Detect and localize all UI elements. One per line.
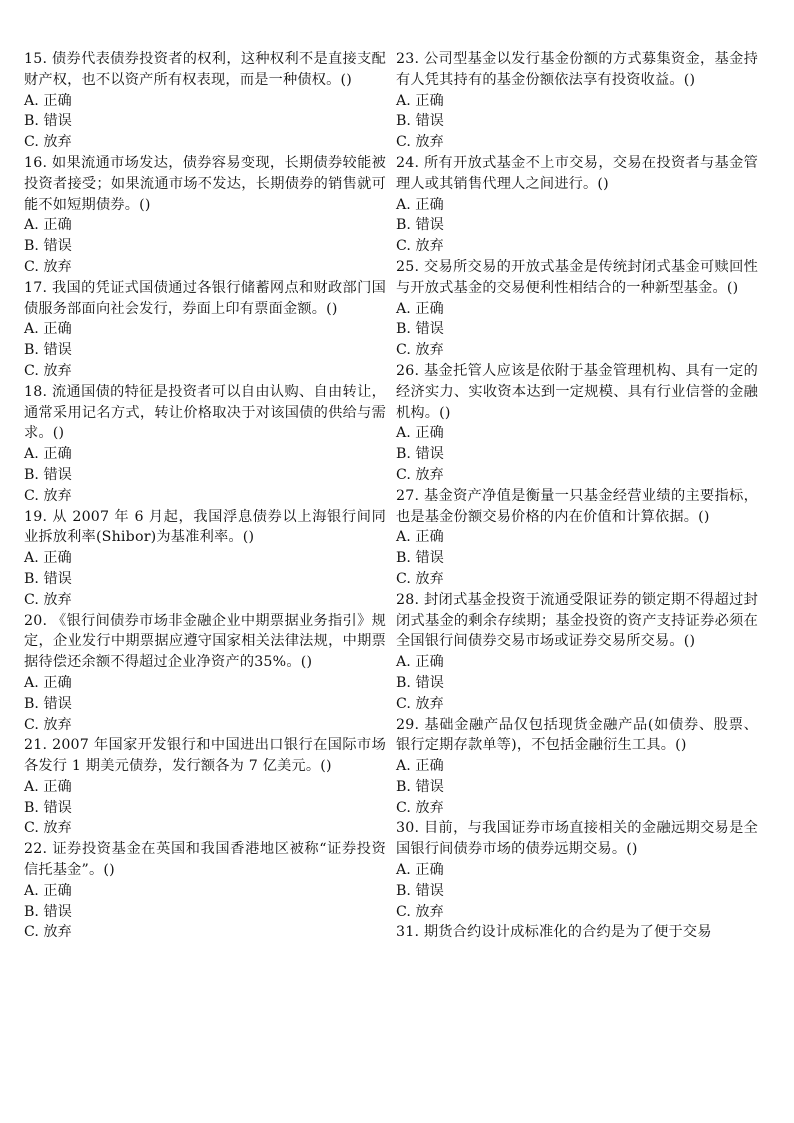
- question-text: 24. 所有开放式基金不上市交易，交易在投资者与基金管理人或其销售代理人之间进行。(): [396, 154, 758, 192]
- option-c: C. 放弃: [396, 466, 444, 483]
- option-c: C. 放弃: [24, 487, 72, 504]
- question-text: 21. 2007 年国家开发银行和中国进出口银行在国际市场各发行 1 期美元债券，发行额各为 7 亿美元。(): [24, 737, 386, 775]
- option-a: A. 正确: [24, 321, 72, 338]
- option-a: A. 正确: [396, 862, 444, 879]
- option-c: C. 放弃: [396, 342, 444, 359]
- question-text: 26. 基金托管人应该是依附于基金管理机构、具有一定的经济实力、实收资本达到一定规模、具有行业信誉的金融机构。(): [396, 362, 758, 421]
- option-a: A. 正确: [396, 300, 444, 317]
- option-b: B. 错误: [24, 695, 72, 712]
- question-text: 20. 《银行间债券市场非金融企业中期票据业务指引》规定，企业发行中期票据应遵守国家相关法律法规，中期票据待偿还余额不得超过企业净资产的35%。(): [24, 612, 386, 671]
- question-text: 25. 交易所交易的开放式基金是传统封闭式基金可赎回性与开放式基金的交易便利性相结合的一种新型基金。(): [396, 258, 758, 296]
- left-column: [24, 49, 386, 943]
- question-18: [24, 382, 386, 507]
- option-c: C. 放弃: [396, 134, 444, 151]
- question-22: [24, 839, 386, 943]
- question-30: [396, 818, 758, 922]
- question-text: 17. 我国的凭证式国债通过各银行储蓄网点和财政部门国债服务部面向社会发行，券面上印有票面金额。(): [24, 279, 386, 317]
- question-text: 16. 如果流通市场发达，债券容易变现，长期债券较能被投资者接受；如果流通市场不发达，长期债券的销售就可能不如短期债券。(): [24, 154, 386, 213]
- question-23: [396, 49, 758, 153]
- option-a: A. 正确: [396, 529, 444, 546]
- option-c: C. 放弃: [24, 134, 72, 151]
- question-text: 18. 流通国债的特征是投资者可以自由认购、自由转让，通常采用记名方式，转让价格取决于对该国债的供给与需求。(): [24, 383, 386, 442]
- option-a: A. 正确: [396, 425, 444, 442]
- option-c: C. 放弃: [24, 362, 72, 379]
- option-b: B. 错误: [24, 903, 72, 920]
- option-a: A. 正确: [24, 778, 72, 795]
- question-text: 27. 基金资产净值是衡量一只基金经营业绩的主要指标，也是基金份额交易价格的内在价值和计算依据。(): [396, 487, 758, 525]
- option-c: C. 放弃: [24, 258, 72, 275]
- question-27: [396, 486, 758, 590]
- question-text: 29. 基础金融产品仅包括现货金融产品(如债券、股票、银行定期存款单等)，不包括金融衍生工具。(): [396, 716, 758, 754]
- right-column: [396, 49, 758, 943]
- option-b: B. 错误: [396, 550, 444, 567]
- option-a: A. 正确: [396, 654, 444, 671]
- option-b: B. 错误: [396, 882, 444, 899]
- option-b: B. 错误: [24, 342, 72, 359]
- question-15: [24, 49, 386, 153]
- question-17: [24, 278, 386, 382]
- question-20: [24, 611, 386, 736]
- option-c: C. 放弃: [24, 716, 72, 733]
- option-b: B. 错误: [24, 113, 72, 130]
- question-text: 30. 目前，与我国证券市场直接相关的金融远期交易是全国银行间债券市场的债券远期交易。(): [396, 820, 758, 858]
- option-c: C. 放弃: [396, 799, 444, 816]
- option-b: B. 错误: [396, 446, 444, 463]
- option-c: C. 放弃: [396, 695, 444, 712]
- question-21: [24, 735, 386, 839]
- option-b: B. 错误: [24, 799, 72, 816]
- option-b: B. 错误: [24, 466, 72, 483]
- question-text: 15. 债券代表债券投资者的权利，这种权利不是直接支配财产权，也不以资产所有权表现，而是一种债权。(): [24, 51, 386, 88]
- option-a: A. 正确: [396, 758, 444, 775]
- option-b: B. 错误: [396, 778, 444, 795]
- question-28: [396, 590, 758, 715]
- question-text: 31. 期货合约设计成标准化的合约是为了便于交易: [396, 924, 712, 941]
- question-text: 19. 从 2007 年 6 月起，我国浮息债券以上海银行间同业拆放利率(Shibor)为基准利率。(): [24, 508, 386, 546]
- question-31: [396, 922, 758, 943]
- question-text: 22. 证券投资基金在英国和我国香港地区被称“证券投资信托基金”。(): [24, 841, 386, 879]
- question-26: [396, 361, 758, 486]
- option-b: B. 错误: [24, 570, 72, 587]
- option-a: A. 正确: [24, 92, 72, 109]
- question-text: 23. 公司型基金以发行基金份额的方式募集资金，基金持有人凭其持有的基金份额依法享有投资收益。(): [396, 51, 758, 88]
- question-29: [396, 715, 758, 819]
- option-b: B. 错误: [396, 674, 444, 691]
- question-text: 28. 封闭式基金投资于流通受限证券的锁定期不得超过封闭式基金的剩余存续期；基金投资的资产支持证券必须在全国银行间债券交易市场或证券交易所交易。(): [396, 591, 758, 650]
- option-a: A. 正确: [24, 217, 72, 234]
- option-c: C. 放弃: [396, 570, 444, 587]
- option-c: C. 放弃: [396, 903, 444, 920]
- option-b: B. 错误: [396, 113, 444, 130]
- option-a: A. 正确: [24, 882, 72, 899]
- question-19: [24, 507, 386, 611]
- question-24: [396, 153, 758, 257]
- option-c: C. 放弃: [24, 591, 72, 608]
- option-c: C. 放弃: [24, 820, 72, 837]
- option-b: B. 错误: [396, 217, 444, 234]
- option-a: A. 正确: [24, 446, 72, 463]
- option-b: B. 错误: [396, 321, 444, 338]
- option-a: A. 正确: [396, 92, 444, 109]
- option-c: C. 放弃: [396, 238, 444, 255]
- option-b: B. 错误: [24, 238, 72, 255]
- option-c: C. 放弃: [24, 924, 72, 941]
- option-a: A. 正确: [24, 550, 72, 567]
- question-16: [24, 153, 386, 278]
- option-a: A. 正确: [24, 674, 72, 691]
- question-25: [396, 257, 758, 361]
- option-a: A. 正确: [396, 196, 444, 213]
